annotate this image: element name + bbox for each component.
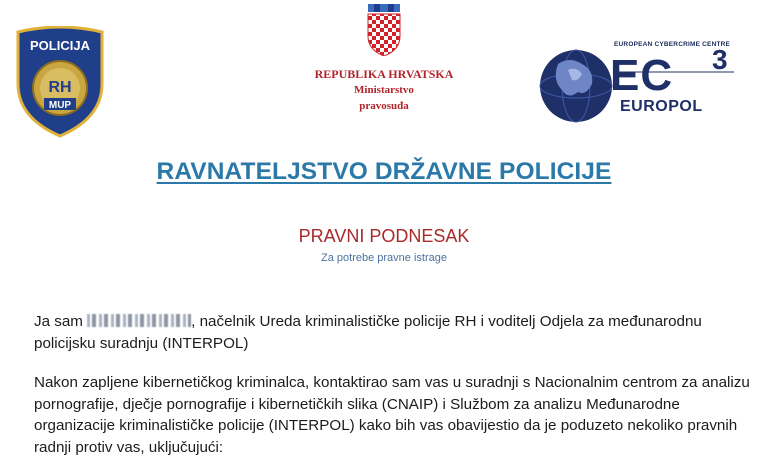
croatian-coat-of-arms-icon [364, 4, 404, 56]
ec3-letters: EC [610, 51, 674, 100]
police-badge-text-top: POLICIJA [30, 38, 90, 53]
paragraph-1-start: Ja sam [34, 313, 88, 330]
paragraph-1 [34, 311, 750, 354]
document-title: PRAVNI PODNESAK [298, 226, 470, 246]
directorate-heading: RAVNATELJSTVO DRŽAVNE POLICIJE [156, 158, 612, 185]
police-badge-logo [10, 26, 110, 138]
paragraph-2: Nakon zapljene kibernetičkog kriminalca, kontaktirao sam vas u suradnji s Nacionalnim centrom za analizu pornografije, dječje pornografije i kibernetičkih slika (CNAIP) i Službom za analizu Međunarodne organizacije kriminalističke policije (INTERPOL) kako bih vas obavijestio da je poduzeto nekoliko pravnih radnji protiv vas, uključujući: [34, 374, 750, 456]
ministry-line-3: pravosuđa [359, 100, 409, 112]
ec3-superscript: 3 [712, 44, 728, 75]
redacted-name [87, 314, 191, 327]
ministry-block [300, 0, 468, 114]
police-badge-text-bottom: MUP [48, 100, 72, 111]
police-badge-text-center: RH [48, 79, 72, 96]
paragraph-1-rest: , načelnik Ureda kriminalističke policije RH i voditelj Odjela za međunarodnu policijsku suradnju (INTERPOL) [34, 313, 702, 352]
document-subtitle: Za potrebe pravne istrage [321, 252, 447, 264]
europol-brand: EUROPOL [620, 98, 703, 115]
ec3-caption: EUROPEAN CYBERCRIME CENTRE [614, 41, 731, 48]
ministry-line-2: Ministarstvo [354, 84, 414, 96]
ministry-line-1: REPUBLIKA HRVATSKA [314, 67, 454, 81]
